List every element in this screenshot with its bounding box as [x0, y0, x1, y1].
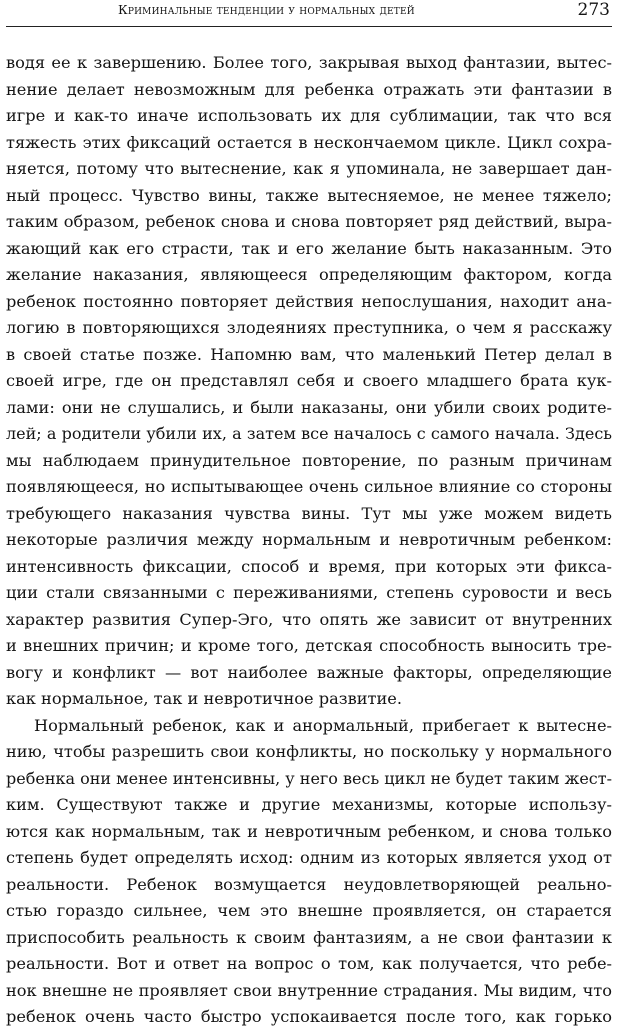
running-head: Криминальные тенденции у нормальных детей: [118, 2, 415, 17]
page-number: 273: [577, 0, 610, 20]
text-line: своей игре, где он представлял себя и своего младшего брата кук-: [6, 371, 612, 390]
text-line: в своей статье позже. Напомню вам, что маленький Петер делал в: [6, 344, 612, 364]
text-line: нию, чтобы разрешить свои конфликты, но поскольку у нормального: [6, 742, 612, 761]
text-line: водя ее к завершению. Более того, закрывая выход фантазии, вытес-: [6, 53, 612, 72]
text-line: логию в повторяющихся злодеяниях преступника, о чем я расскажу: [6, 318, 612, 337]
text-line: няется, потому что вытеснение, как я упоминала, не завершает дан-: [6, 159, 612, 178]
text-line: ребенок постоянно повторяет действия непослушания, находит ана-: [6, 291, 612, 311]
text-line: ный процесс. Чувство вины, также вытесняемое, не менее тяжело;: [6, 185, 612, 205]
text-line: ребенок очень часто быстро успокаивается после того, как горько: [6, 1007, 612, 1026]
text-line: таким образом, ребенок снова и снова повторяет ряд действий, выра-: [6, 212, 612, 231]
text-line: Нормальный ребенок, как и анормальный, прибегает к вытесне-: [34, 715, 612, 735]
text-line: реальности. Вот и ответ на вопрос о том, как получается, что ребе-: [6, 954, 612, 973]
text-line: нение делает невозможным для ребенка отражать эти фантазии в: [6, 79, 612, 99]
text-line: требующего наказания чувства вины. Тут мы уже можем видеть: [6, 503, 612, 523]
page-header: [6, 0, 612, 30]
text-line: ции стали связанными с переживаниями, степень суровости и весь: [6, 583, 612, 602]
text-line: лами: они не слушались, и были наказаны, они убили своих родите-: [6, 397, 612, 417]
text-line: игре и как-то иначе использовать их для сублимации, так что вся: [6, 106, 612, 125]
header-rule: [6, 26, 612, 27]
text-line: приспособить реальность к своим фантазиям, а не свои фантазии к: [6, 927, 612, 947]
text-line: ребенка они менее интенсивны, у него весь цикл не будет таким жест-: [6, 768, 612, 788]
text-line: нок внешне не проявляет свои внутренние страдания. Мы видим, что: [6, 980, 612, 1000]
text-line: тяжесть этих фиксаций остается в нескончаемом цикле. Цикл сохра-: [6, 132, 612, 152]
text-line: стью гораздо сильнее, чем это внешне проявляется, он старается: [6, 901, 612, 920]
text-line: вогу и конфликт — вот наиболее важные факторы, определяющие: [6, 662, 612, 682]
text-line: желание наказания, являющееся определяющим фактором, когда: [6, 265, 612, 284]
text-line: характер развития Супер-Эго, что опять же зависит от внутренних: [6, 609, 612, 629]
text-line: некоторые различия между нормальным и невротичным ребенком:: [6, 530, 612, 549]
text-line: как нормальное, так и невротичное развитие.: [6, 689, 402, 708]
text-line: интенсивность фиксации, способ и время, при которых эти фикса-: [6, 556, 612, 576]
text-line: лей; а родители убили их, а затем все началось с самого начала. Здесь: [6, 424, 612, 443]
text-line: ются как нормальным, так и невротичным ребенком, и снова только: [6, 821, 612, 841]
text-line: мы наблюдаем принудительное повторение, по разным причинам: [6, 450, 612, 470]
body-text: [6, 50, 612, 1031]
text-line: жающий как его страсти, так и его желание быть наказанным. Это: [6, 238, 612, 258]
text-line: появляющееся, но испытывающее очень сильное влияние со стороны: [6, 477, 612, 496]
text-line: ким. Существуют также и другие механизмы, которые использу-: [6, 795, 612, 814]
text-line: степень будет определять исход: одним из которых является уход от: [6, 848, 612, 867]
text-line: реальности. Ребенок возмущается неудовлетворяющей реально-: [6, 874, 612, 894]
text-line: и внешних причин; и кроме того, детская способность выносить тре-: [6, 636, 612, 655]
